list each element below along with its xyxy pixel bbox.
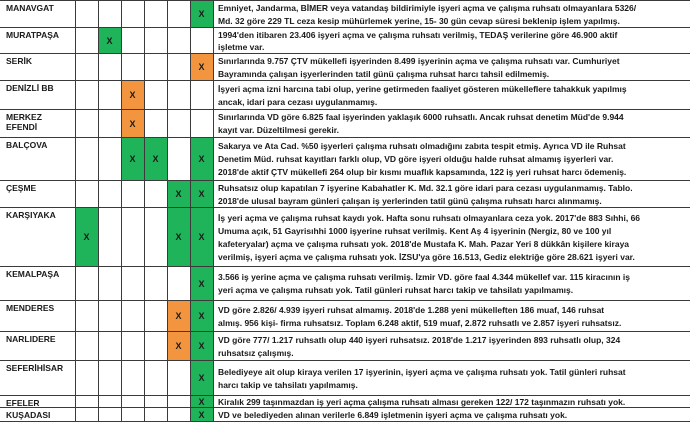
mark-label: X — [198, 341, 205, 351]
municipality-name: KUŞADASI — [6, 410, 51, 420]
column-divider — [121, 361, 122, 395]
description-line: Sınırlarında 9.757 ÇTV mükellefi işyerinden 8.499 işyerinin açma ve çalışma ruhsatı var. Cumhuriyet — [218, 56, 620, 66]
municipality-name: EFELER — [6, 398, 40, 408]
description-line: işletme var. — [218, 42, 265, 52]
table-row — [0, 331, 690, 360]
column-divider — [144, 361, 145, 395]
column-divider — [167, 28, 168, 53]
column-divider — [98, 267, 99, 300]
municipality-name: KARŞIYAKA — [6, 210, 56, 220]
municipality-name: ÇEŞME — [6, 183, 37, 193]
description-line: Emniyet, Jandarma, BİMER veya vatandaş bildirimiyle işyeri açma ve çalışma ruhsatı olmayanlara 5326/ — [218, 3, 637, 13]
finding-description — [218, 397, 686, 407]
mark-label: X — [198, 232, 205, 242]
column-divider — [121, 81, 122, 109]
column-divider — [121, 28, 122, 53]
finding-mark — [190, 332, 213, 360]
description-line: 2018'de aktif ÇTV mükellefi 264 olup bir kısmı muaflık kapsamında, 122 iş yeri ruhsat harcı ödemeniş. — [218, 167, 627, 177]
column-divider — [98, 361, 99, 395]
column-divider — [190, 54, 191, 80]
column-divider — [144, 54, 145, 80]
table-row — [0, 109, 690, 137]
finding-description — [218, 83, 686, 109]
column-divider — [121, 408, 122, 421]
finding-mark — [190, 408, 213, 421]
column-divider — [121, 54, 122, 80]
column-divider — [167, 110, 168, 137]
municipality-name: MURATPAŞA — [6, 30, 60, 40]
column-divider — [144, 1, 145, 27]
description-line: Ruhsatsız olup kapatılan 7 işyerine Kabahatler K. Md. 32.1 göre idari para cezası uygulanmamış. Tablo. — [218, 183, 633, 193]
description-line: VD göre 2.826/ 4.939 işyeri ruhsat almamış. 2018'de 1.288 yeni mükelleften 186 muaf, 146 ruhsat — [218, 304, 605, 315]
municipality-name: SEFERİHİSAR — [6, 363, 64, 373]
column-divider — [213, 81, 214, 109]
column-divider — [75, 267, 76, 300]
column-divider — [75, 301, 76, 331]
column-divider — [75, 1, 76, 27]
column-divider — [167, 138, 168, 180]
description-line: kayıt var. Düzeltilmesi gerekir. — [218, 125, 339, 135]
description-line: Kiralık 299 taşınmazdan iş yeri açma çalışma ruhsatı alması gereken 122/ 172 taşınmazın ruhsatı yok. — [218, 397, 626, 407]
mark-label: X — [198, 409, 205, 420]
municipality-name: SERİK — [6, 56, 32, 66]
column-divider — [167, 1, 168, 27]
finding-description — [218, 271, 686, 297]
mark-label: X — [129, 118, 136, 129]
column-divider — [167, 396, 168, 407]
column-divider — [190, 267, 191, 300]
description-line: 1994'den itibaren 23.406 işyeri açma ve çalışma ruhsatı verilmiş, TEDAŞ verilerine göre 46.900 aktif — [218, 30, 618, 40]
mark-label: X — [198, 189, 205, 199]
description-line: 2018'de ulusal bayram günleri çalışan iş yerlerinden tatil günü çalışma ruhsatı harcı alınmamış. — [218, 195, 602, 206]
column-divider — [213, 110, 214, 137]
column-divider — [213, 138, 214, 180]
municipality-name: MERKEZ EFENDİ — [6, 112, 42, 132]
finding-mark — [190, 54, 213, 80]
table-row — [0, 53, 690, 80]
column-divider — [144, 110, 145, 137]
column-divider — [144, 28, 145, 53]
finding-mark — [190, 208, 213, 266]
description-line: Denetim Müd. ruhsat kayıtları farklı olup, VD göre işyeri olduğu halde ruhsat almamış işyerleri var. — [218, 154, 614, 164]
mark-label: X — [198, 311, 205, 321]
description-line: harcı takip ve tahsilatı yapılmamış. — [218, 379, 358, 390]
column-divider — [213, 54, 214, 80]
column-divider — [213, 361, 214, 395]
table-row — [0, 180, 690, 207]
column-divider — [190, 181, 191, 207]
finding-mark — [75, 208, 98, 266]
column-divider — [98, 54, 99, 80]
finding-mark — [144, 138, 167, 180]
column-divider — [98, 81, 99, 109]
finding-mark — [121, 138, 144, 180]
municipality-name: BALÇOVA — [6, 140, 48, 150]
column-divider — [98, 1, 99, 27]
description-line: Sakarya ve Ata Cad. %50 işyerleri çalışma ruhsatı olmadığını zabıta tespit etmiş. Ayrıca VD ile Ruhsat — [218, 141, 626, 151]
mark-label: X — [152, 154, 159, 164]
description-line: ancak, idari para cezası uygulanmamış. — [218, 96, 378, 107]
finding-description — [218, 140, 686, 179]
column-divider — [75, 408, 76, 421]
description-line: ruhsatsız çalışmış. — [218, 347, 294, 358]
description-line: İş yeri açma ve çalışma ruhsat kaydı yok. Hafta sonu ruhsatı olmayanlara ceza yok. 2017'de 883 Sıhhi, 66 — [218, 212, 641, 223]
finding-description — [218, 29, 686, 53]
description-line: Sınırlarında VD göre 6.825 faal işyerinden yaklaşık 6000 ruhsatlı. Ancak ruhsat denetim Müd'de 9.944 — [218, 112, 624, 122]
finding-description — [218, 409, 686, 422]
finding-description — [218, 55, 686, 80]
description-line: 3.566 iş yerine açma ve çalışma ruhsatı verilmiş. İzmir VD. göre faal 4.344 mükellef var. 115 kiracının iş — [218, 272, 631, 282]
column-divider — [144, 408, 145, 421]
finding-mark — [190, 301, 213, 331]
mark-label: X — [129, 154, 136, 164]
municipality-name: KEMALPAŞA — [6, 269, 60, 279]
column-divider — [75, 361, 76, 395]
description-line: yeri açma ve çalışma ruhsatı yok. Tatil günleri ruhsat harcı takip ve tahsilatı yapılmamış. — [218, 285, 574, 295]
column-divider — [75, 110, 76, 137]
table-row — [0, 407, 690, 422]
column-divider — [144, 181, 145, 207]
column-divider — [98, 110, 99, 137]
column-divider — [190, 208, 191, 266]
mark-label: X — [198, 396, 205, 407]
mark-label: X — [106, 35, 113, 46]
column-divider — [167, 301, 168, 331]
description-line: kafeteryalar) açma ve çalışma ruhsatı yok. 2018'de Mustafa K. Mah. Pazar Yeri 8 dükkân kişilere kiraya — [218, 238, 630, 249]
table-row — [0, 300, 690, 331]
column-divider — [121, 1, 122, 27]
column-divider — [98, 301, 99, 331]
finding-description — [218, 212, 686, 264]
column-divider — [190, 301, 191, 331]
column-divider — [75, 396, 76, 407]
column-divider — [144, 208, 145, 266]
column-divider — [98, 138, 99, 180]
mark-label: X — [175, 189, 182, 199]
column-divider — [121, 301, 122, 331]
column-divider — [213, 181, 214, 207]
finding-description — [218, 334, 686, 360]
finding-mark — [190, 1, 213, 27]
mark-label: X — [175, 232, 182, 242]
table-row — [0, 27, 690, 53]
finding-mark — [167, 181, 190, 207]
column-divider — [121, 396, 122, 407]
mark-label: X — [198, 62, 205, 72]
column-divider — [98, 28, 99, 53]
table-row — [0, 395, 690, 407]
finding-description — [218, 304, 686, 330]
column-divider — [75, 181, 76, 207]
description-line: Md. 32 göre 229 TL ceza kesip mühürlemek yerine, 15- 30 gün cevap süresi beklenip işlem yapılmış. — [218, 15, 620, 26]
table-row — [0, 137, 690, 180]
column-divider — [75, 332, 76, 360]
finding-description — [218, 182, 686, 207]
finding-mark — [190, 138, 213, 180]
column-divider — [190, 361, 191, 395]
column-divider — [121, 332, 122, 360]
finding-mark — [121, 110, 144, 137]
description-line: Bayramında çalışan işyerlerinden tatil günü çalışma ruhsat harcı tahsil edilmemiş. — [218, 68, 550, 79]
finding-mark — [190, 361, 213, 395]
column-divider — [75, 208, 76, 266]
column-divider — [213, 208, 214, 266]
column-divider — [190, 110, 191, 137]
description-line: almış. 956 kişi- firma ruhsatsız. Toplam 6.248 aktif, 519 muaf, 2.872 ruhsatlı ve 2.857 işyeri ruhsatsız. — [218, 317, 622, 328]
column-divider — [213, 396, 214, 407]
column-divider — [167, 208, 168, 266]
finding-mark — [98, 28, 121, 53]
finding-mark — [121, 81, 144, 109]
column-divider — [75, 28, 76, 53]
mark-label: X — [198, 154, 205, 164]
column-divider — [98, 396, 99, 407]
column-divider — [213, 332, 214, 360]
column-divider — [213, 28, 214, 53]
description-line: Umuma açık, 51 Gayrisıhhi 1000 işyerine ruhsat verilmiş. Kent Aş 4 işyerinin (Nergiz, 80 ve 100 yıl — [218, 225, 612, 236]
column-divider — [190, 408, 191, 421]
mark-label: X — [175, 341, 182, 351]
column-divider — [121, 110, 122, 137]
column-divider — [167, 181, 168, 207]
description-line: İşyeri açma izni harcına tabi olup, yerine getirmeden faaliyet gösteren mükelleflere tahakkuk yapılmış — [218, 83, 627, 94]
column-divider — [144, 332, 145, 360]
finding-mark — [190, 396, 213, 407]
column-divider — [213, 408, 214, 421]
column-divider — [75, 138, 76, 180]
column-divider — [190, 1, 191, 27]
column-divider — [98, 408, 99, 421]
column-divider — [144, 81, 145, 109]
column-divider — [98, 208, 99, 266]
column-divider — [98, 332, 99, 360]
column-divider — [190, 28, 191, 53]
finding-mark — [190, 267, 213, 300]
column-divider — [190, 81, 191, 109]
mark-label: X — [198, 278, 205, 289]
finding-mark — [167, 208, 190, 266]
finding-mark — [167, 332, 190, 360]
description-line: Belediyeye ait olup kiraya verilen 17 işyerinin, işyeri açma ve çalışma ruhsatı yok. Tatil günleri ruhsat — [218, 366, 626, 377]
municipality-name: MENDERES — [6, 303, 55, 313]
description-line: VD ve belediyeden alınan verilerle 6.849 işletmenin işyeri açma ve çalışma ruhsatı yok. — [218, 410, 568, 420]
column-divider — [144, 301, 145, 331]
column-divider — [190, 138, 191, 180]
column-divider — [167, 332, 168, 360]
column-divider — [190, 332, 191, 360]
finding-description — [218, 366, 686, 392]
column-divider — [98, 181, 99, 207]
municipality-name: DENİZLİ BB — [6, 83, 54, 93]
column-divider — [121, 208, 122, 266]
municipality-name: MANAVGAT — [6, 3, 54, 13]
column-divider — [121, 181, 122, 207]
description-line: VD göre 777/ 1.217 ruhsatlı olup 440 işyeri ruhsatsız. 2018'de 1.217 işyerinden 893 ruhsatlı olup, 324 — [218, 334, 621, 345]
column-divider — [75, 81, 76, 109]
mark-label: X — [198, 9, 205, 19]
finding-mark — [190, 181, 213, 207]
column-divider — [213, 1, 214, 27]
mark-label: X — [83, 232, 90, 242]
mark-label: X — [198, 373, 205, 383]
column-divider — [144, 267, 145, 300]
column-divider — [167, 408, 168, 421]
column-divider — [190, 396, 191, 407]
column-divider — [144, 396, 145, 407]
table-row — [0, 207, 690, 266]
column-divider — [213, 301, 214, 331]
column-divider — [121, 138, 122, 180]
column-divider — [75, 54, 76, 80]
mark-label: X — [175, 311, 182, 321]
description-line: verilmiş, işyeri açma ve çalışma ruhsatı yok. İZSU'ya göre 16.513, Gediz elektriğe göre 28.621 işyeri var. — [218, 251, 635, 262]
column-divider — [167, 267, 168, 300]
column-divider — [167, 54, 168, 80]
municipality-name: NARLIDERE — [6, 334, 56, 344]
finding-description — [218, 111, 686, 137]
column-divider — [167, 361, 168, 395]
column-divider — [121, 267, 122, 300]
table-row — [0, 360, 690, 395]
column-divider — [213, 267, 214, 300]
table-row — [0, 0, 690, 27]
mark-label: X — [129, 90, 136, 100]
finding-mark — [167, 301, 190, 331]
column-divider — [167, 81, 168, 109]
column-divider — [144, 138, 145, 180]
finding-description — [218, 2, 686, 27]
table-row — [0, 266, 690, 300]
table-row — [0, 80, 690, 109]
